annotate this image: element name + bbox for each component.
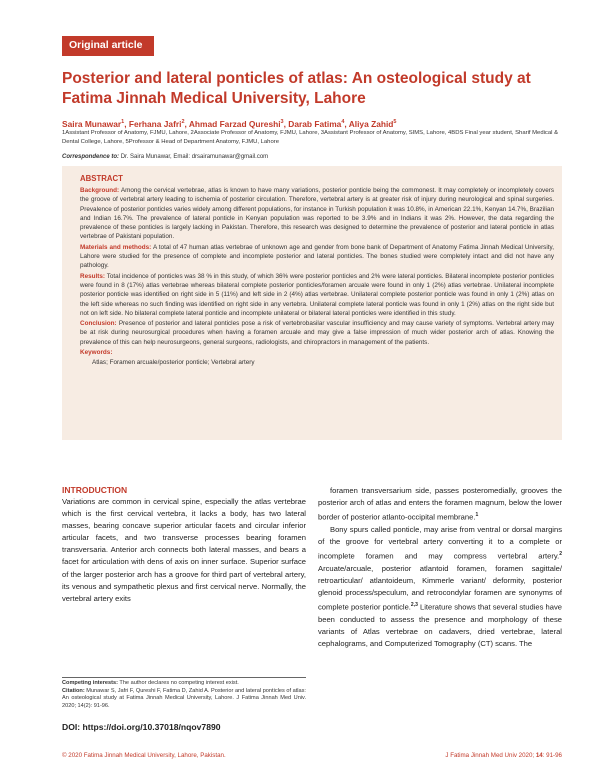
- citation-ref: 1: [475, 512, 479, 519]
- abstract-heading: ABSTRACT: [80, 174, 123, 183]
- footer-copyright: © 2020 Fatima Jinnah Medical University, Lahore, Pakistan.: [62, 752, 226, 759]
- affiliations: 1Assistant Professor of Anatomy, FJMU, Lahore, 2Associate Professor of Anatomy, FJMU, Lahore, 3Assistant Professor of Anatomy, SIMS, Lahore, 4BDS Final year student, Sharif Medical & Dental College, Lahore, 5Professor & Head of Department Anatomy, FJMU, Lahore: [62, 130, 559, 145]
- paragraph-3-text-a: Bony spurs called ponticle, may arise from ventral or dorsal margins of the groove for vertebral artery converting it to a complete or incomplete foramen and may compress vertebral artery.: [318, 524, 562, 561]
- competing-interests: [62, 680, 306, 688]
- author-name: Aliya Zahid: [348, 118, 394, 129]
- paragraph-3-text-c: Literature shows that several studies have been conducted to assess the presence and morphology of these variants of Atlas vertebrae on cadavers, dried vertebrae, lateral cephalograms, and Computerized Tomography (CT) scans. The: [318, 602, 562, 648]
- background-label: Background:: [80, 187, 120, 194]
- interests-label: Competing interests:: [62, 680, 118, 686]
- footnotes: [62, 677, 306, 710]
- citation-ref: 2: [559, 551, 562, 557]
- conclusion-label: Conclusion:: [80, 320, 117, 328]
- author-sup: 4: [341, 119, 345, 125]
- introduction-paragraph-3: [318, 524, 562, 650]
- citation-note: [62, 688, 306, 711]
- citation-text: Munawar S, Jafri F, Qureshi F, Fatima D, Zahid A. Posterior and lateral ponticles of atlas: An osteological study at Fatima Jinnah Medical University, Lahore. J Fatima Jinnah Med Univ. 2020; 14(2): 91-96.: [62, 687, 306, 709]
- paragraph-3-text-b: Arcuate/arcuale, posterior atlantoid foramen, foramen sagittale/ retroarticular/ atlantoideum, Kimmerle variant/ deformity, posterior glenoid process/speculum, and retrocondylar foramen are synonyms of complete posterior ponticle.: [318, 563, 562, 612]
- correspondence: [62, 154, 562, 160]
- body-column-right: [318, 485, 562, 650]
- author-list: Saira Munawar$^1$, Ferhana Jafri$^2$, Ahmad Farzad Qureshi$^3$, Darab Fatima$^4$, Aliya Zahid$^5$: [62, 118, 397, 129]
- footer-journal: J Fatima Jinnah Med Univ 2020;: [445, 752, 536, 759]
- abstract-keywords: [80, 348, 554, 357]
- footer-volume: 14: [535, 752, 543, 759]
- introduction-paragraph-2: [318, 485, 562, 524]
- abstract-box: [62, 166, 562, 440]
- citation-ref: 2,3: [410, 601, 418, 608]
- author-name: Ferhana Jafri: [128, 118, 182, 129]
- article-title: Posterior and lateral ponticles of atlas: An osteological study at Fatima Jinnah Medical University, Lahore: [62, 70, 531, 107]
- abstract-background: [80, 186, 554, 242]
- correspondence-label: Correspondence to:: [62, 154, 120, 160]
- results-label: Results:: [80, 272, 106, 280]
- abstract-methods: [80, 243, 554, 271]
- background-text: Among the cervical vertebrae, atlas is known to have many variations, posterior ponticle being the commonest. It may completely or incompletely covers the groove of vertebral artery leading to ischemia of posterior circulation. Therefore, vertebral artery is at greater risk of injury during neurological and spinal surgeries. Prevalence of posterior ponticles varies widely among different populations, for instance in Turkish population it was 10.8%, in American 22.1%, Kenyan 14.7%, Brazilian and Indian 16.7%. The prevalence of lateral ponticle in Kenyan population was reported to be 3.9% and in Indians it was 2%. However, the data regarding the prevalence of these ponticles is largely lacking in Pakistan. Therefore, this research was designed to determine the prevalence of posterior and lateral ponticle in atlas vertebrae of Pakistani population.: [80, 187, 555, 241]
- abstract-results: [80, 272, 554, 318]
- footer-pages: : 91-96: [542, 752, 562, 759]
- interests-text: The author declares no competing interest exist.: [119, 680, 239, 686]
- article-type-badge: Original article: [62, 36, 154, 56]
- footer-journal-ref: [445, 752, 562, 759]
- citation-label: Citation:: [62, 687, 85, 694]
- author-name: Ahmad Farzad Qureshi: [188, 118, 281, 129]
- introduction-heading: INTRODUCTION: [62, 485, 128, 495]
- results-text: Total incidence of ponticles was 38 % in this study, of which 36% were posterior ponticles and 2% were lateral ponticles. Bilateral incomplete posterior ponticles were found in 8 (17%) atlas vertebrae whereas bilateral complete posterior ponticles/foramen arcuale were found in only 1 (2%) atlas vertebrae. Unilateral incomplete posterior ponticle was identified on right side in 5 (11%) and left side in 2 (4%) atlas vertebrae. Unilateral complete posterior ponticle was found in only 1 (2%) atlas on the left side whereas no such finding was identified on right side in any vertebra. Unilateral complete lateral ponticle was found in only 1 (2%) atlas on the right side but not on left side. No bilateral complete lateral ponticle and incomplete unilateral or bilateral lateral ponticles were identified in this study.: [80, 272, 554, 317]
- abstract-conclusion: [80, 319, 554, 347]
- keywords-label: Keywords:: [80, 349, 113, 357]
- author-sup: 1: [121, 119, 125, 125]
- body-column-left: [62, 485, 306, 605]
- introduction-paragraph-1: Variations are common in cervical spine, especially the atlas vertebrae which is the first cervical vertebra, it lacks a body, has two lateral masses, bearing concave superior articular facets and circular inferior articular facets, and two transverse processes bearing foramen transversaria. Anterior arch connects both lateral masses, and bears a facet for articulation with dens of axis on inner surface. Superior surface of the larger posterior arch has a groove for third part of vertebral artery, its venous and sympathetic plexus and first cervical nerve. Normally, the vertebral artery exits: [62, 497, 306, 603]
- correspondence-text: Dr. Saira Munawar, Email: drsairamunawar@gmail.com: [120, 154, 269, 160]
- author-sup: 5: [393, 119, 397, 125]
- author-name: Darab Fatima: [288, 118, 342, 129]
- methods-text: A total of 47 human atlas vertebrae of unknown age and gender from bone bank of Department of Anatomy Fatima Jinnah Medical University, Lahore were studied for the presence of complete and incomplete posterior and lateral ponticles. The bones studied were completely intact and did not have any pathology.: [80, 243, 554, 270]
- methods-label: Materials and methods:: [80, 243, 152, 251]
- author-sup: 2: [181, 119, 185, 125]
- author-sup: 3: [280, 119, 284, 125]
- keywords-text: Atlas; Foramen arcuale/posterior ponticle; Vertebral artery: [92, 359, 255, 367]
- conclusion-text: Presence of posterior and lateral ponticles pose a risk of vertebrobasilar vascular insufficiency and may cause variety of symptoms. Vertebral artery may be at risk during neurosurgical procedures when having a foramen arcuale and may give a false impression of much wider posterior arch of atlas. Knowing the prevalence of this can help neurosurgeons, general surgeons, radiologists, and chiropractors in management of the patients.: [80, 320, 555, 346]
- doi-link[interactable]: DOI: https://doi.org/10.37018/nqov7890: [62, 722, 221, 732]
- paragraph-2-text: foramen transversarium side, passes posteromedially, grooves the posterior arch of atlas and enters the foramen magnum, below the lower border of posterior atlanto-occipital membrane.: [318, 486, 562, 522]
- author-name: Saira Munawar: [62, 118, 122, 129]
